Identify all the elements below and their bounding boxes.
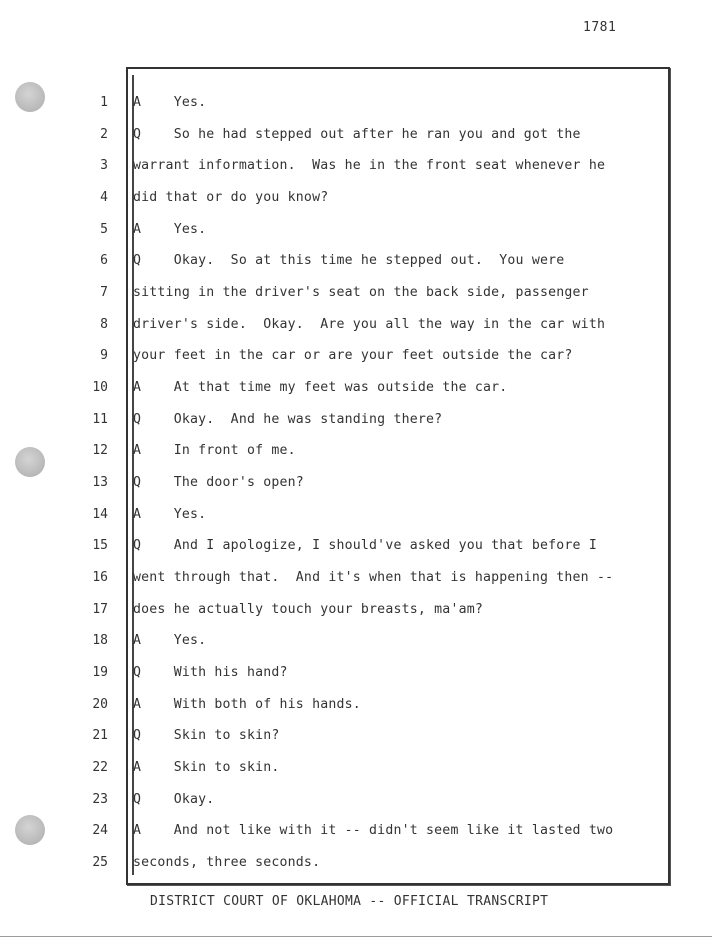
transcript-line-text: Q The door's open?	[133, 475, 304, 490]
transcript-line-text: Q Okay. So at this time he stepped out. You were	[133, 253, 565, 268]
page-number: 1781	[583, 20, 617, 35]
line-number: 22	[92, 760, 108, 775]
transcript-line-text: Q Skin to skin?	[133, 728, 280, 743]
line-number: 5	[100, 222, 108, 237]
transcript-line-text: your feet in the car or are your feet outside the car?	[133, 348, 573, 363]
line-number: 16	[92, 570, 108, 585]
binder-hole-top	[15, 82, 45, 112]
transcript-line-text: Q Okay. And he was standing there?	[133, 412, 443, 427]
line-number: 1	[100, 95, 108, 110]
line-number: 19	[92, 665, 108, 680]
line-number: 14	[92, 507, 108, 522]
transcript-line-text: A At that time my feet was outside the car.	[133, 380, 508, 395]
transcript-line-text: Q With his hand?	[133, 665, 288, 680]
transcript-line-text: seconds, three seconds.	[133, 855, 321, 870]
line-number: 11	[92, 412, 108, 427]
footer-caption: DISTRICT COURT OF OKLAHOMA -- OFFICIAL TRANSCRIPT	[150, 894, 549, 909]
transcript-line-text: A Yes.	[133, 633, 207, 648]
transcript-line-text: A With both of his hands.	[133, 697, 361, 712]
transcript-line-text: A Yes.	[133, 95, 207, 110]
line-number: 24	[92, 823, 108, 838]
transcript-line-text: A In front of me.	[133, 443, 296, 458]
line-number: 21	[92, 728, 108, 743]
transcript-line-text: Q Okay.	[133, 792, 215, 807]
line-number: 10	[92, 380, 108, 395]
line-number: 20	[92, 697, 108, 712]
line-number: 15	[92, 538, 108, 553]
line-number: 3	[100, 158, 108, 173]
line-number: 18	[92, 633, 108, 648]
transcript-line-text: A And not like with it -- didn't seem like it lasted two	[133, 823, 614, 838]
page-bottom-rule	[0, 936, 712, 937]
transcript-line-text: A Yes.	[133, 507, 207, 522]
transcript-line-text: Q And I apologize, I should've asked you that before I	[133, 538, 597, 553]
binder-hole-bottom	[15, 815, 45, 845]
line-number: 4	[100, 190, 108, 205]
transcript-line-text: did that or do you know?	[133, 190, 329, 205]
transcript-line-text: sitting in the driver's seat on the back side, passenger	[133, 285, 589, 300]
line-number: 12	[92, 443, 108, 458]
transcript-line-text: A Skin to skin.	[133, 760, 280, 775]
line-number: 7	[100, 285, 108, 300]
transcript-line-text: went through that. And it's when that is happening then --	[133, 570, 614, 585]
transcript-line-text: A Yes.	[133, 222, 207, 237]
line-number: 25	[92, 855, 108, 870]
transcript-line-text: driver's side. Okay. Are you all the way in the car with	[133, 317, 606, 332]
binder-hole-middle	[15, 447, 45, 477]
transcript-line-text: does he actually touch your breasts, ma'am?	[133, 602, 484, 617]
line-number: 9	[100, 348, 108, 363]
line-number: 17	[92, 602, 108, 617]
line-number: 23	[92, 792, 108, 807]
line-number: 8	[100, 317, 108, 332]
transcript-line-text: warrant information. Was he in the front seat whenever he	[133, 158, 606, 173]
line-number: 6	[100, 253, 108, 268]
transcript-line-text: Q So he had stepped out after he ran you and got the	[133, 127, 581, 142]
line-number: 2	[100, 127, 108, 142]
line-number: 13	[92, 475, 108, 490]
